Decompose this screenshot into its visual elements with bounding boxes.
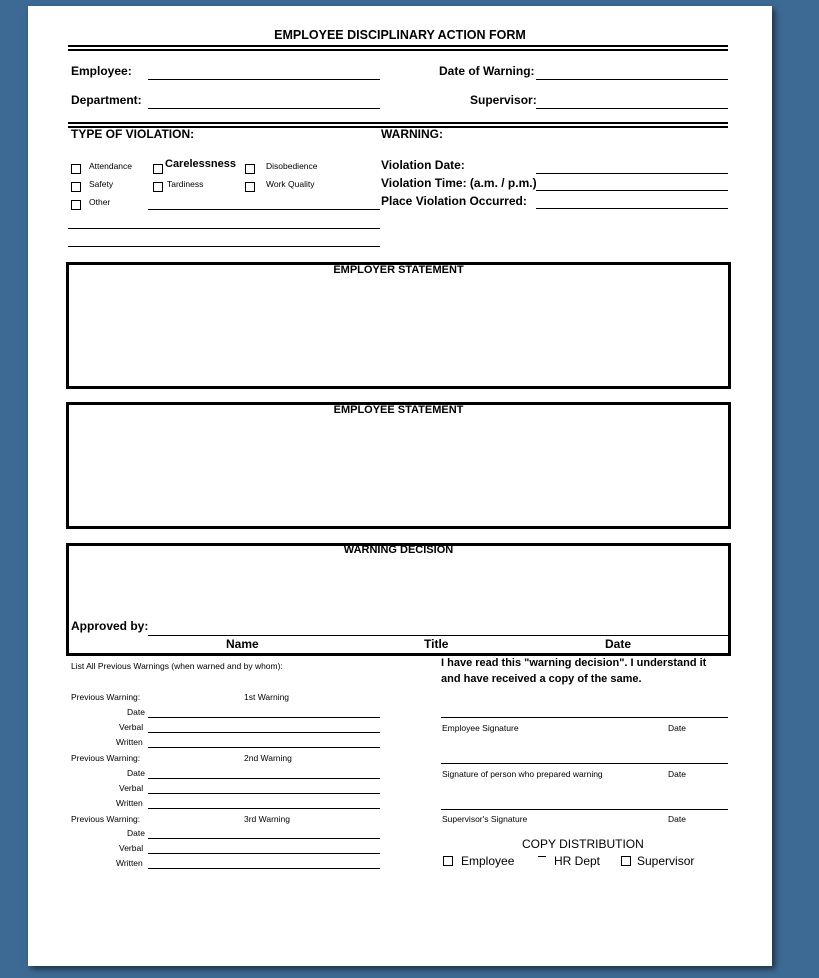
third-warning-label: 3rd Warning — [244, 814, 290, 824]
second-verbal-label: Verbal — [119, 783, 144, 793]
violation-date-label: Violation Date: — [381, 158, 465, 172]
employee-statement-heading: EMPLOYEE STATEMENT — [333, 404, 464, 416]
copy-hr-label: HR Dept — [554, 854, 601, 868]
place-label: Place Violation Occurred: — [381, 194, 527, 208]
approval-date-label: Date — [605, 637, 632, 651]
tardiness-checkbox[interactable] — [153, 182, 163, 192]
safety-checkbox[interactable] — [71, 182, 81, 192]
date-of-warning-label: Date of Warning: — [439, 64, 535, 78]
department-field[interactable] — [148, 108, 380, 109]
supervisor-field[interactable] — [536, 108, 728, 109]
violation-date-field[interactable] — [536, 173, 728, 174]
copy-supervisor-label: Supervisor — [637, 854, 695, 868]
warning-decision-heading: WARNING DECISION — [343, 544, 454, 556]
second-verbal-field[interactable] — [148, 793, 380, 794]
form-page — [28, 6, 772, 966]
warning-decision-box[interactable] — [66, 543, 731, 656]
warning-heading: WARNING: — [381, 127, 443, 141]
employee-signature-line[interactable] — [441, 717, 728, 718]
carelessness-checkbox[interactable] — [153, 164, 163, 174]
approved-by-field[interactable] — [148, 635, 728, 636]
preparer-signature-label: Signature of person who prepared warning — [442, 769, 603, 779]
department-label: Department: — [71, 93, 142, 107]
copy-distribution-heading: COPY DISTRIBUTION — [522, 837, 644, 851]
date-of-warning-field[interactable] — [536, 79, 728, 80]
other-extra-line-1[interactable] — [68, 228, 380, 229]
third-verbal-field[interactable] — [148, 853, 380, 854]
safety-label: Safety — [89, 179, 114, 189]
previous-warning-label-1: Previous Warning: — [71, 692, 141, 702]
carelessness-label: Carelessness — [165, 158, 236, 170]
other-label: Other — [89, 197, 111, 207]
second-warning-label: 2nd Warning — [244, 753, 292, 763]
tardiness-label: Tardiness — [167, 179, 204, 189]
supervisor-signature-date-label: Date — [668, 814, 686, 824]
form-title: EMPLOYEE DISCIPLINARY ACTION FORM — [274, 28, 526, 42]
acknowledgement-line-2: and have received a copy of the same. — [441, 673, 642, 685]
first-written-field[interactable] — [148, 747, 380, 748]
place-field[interactable] — [536, 208, 728, 209]
second-date-field[interactable] — [148, 778, 380, 779]
second-written-field[interactable] — [148, 808, 380, 809]
attendance-checkbox[interactable] — [71, 164, 81, 174]
disobedience-checkbox[interactable] — [245, 164, 255, 174]
first-verbal-field[interactable] — [148, 732, 380, 733]
third-written-label: Written — [116, 858, 143, 868]
employee-signature-label: Employee Signature — [442, 723, 519, 733]
violation-time-label: Violation Time: (a.m. / p.m.) — [381, 176, 537, 190]
other-field[interactable] — [148, 209, 380, 210]
previous-warning-label-2: Previous Warning: — [71, 753, 141, 763]
attendance-label: Attendance — [89, 161, 133, 171]
employer-statement-box[interactable] — [66, 262, 731, 389]
approval-title-label: Title — [424, 637, 449, 651]
third-date-field[interactable] — [148, 838, 380, 839]
employer-statement-heading: EMPLOYER STATEMENT — [333, 264, 464, 276]
first-warning-label: 1st Warning — [244, 692, 290, 702]
approved-by-label: Approved by: — [71, 619, 149, 633]
title-rule-bottom — [68, 49, 728, 51]
employee-field[interactable] — [148, 79, 380, 80]
other-extra-line-2[interactable] — [68, 246, 380, 247]
header-rule-top — [68, 122, 728, 124]
third-verbal-label: Verbal — [119, 843, 144, 853]
copy-hr-checkbox[interactable] — [538, 856, 546, 865]
first-verbal-label: Verbal — [119, 722, 144, 732]
previous-warning-label-3: Previous Warning: — [71, 814, 141, 824]
copy-employee-checkbox[interactable] — [443, 856, 453, 866]
violation-time-field[interactable] — [536, 190, 728, 191]
second-date-label: Date — [127, 768, 145, 778]
copy-employee-label: Employee — [461, 854, 515, 868]
supervisor-signature-line[interactable] — [441, 809, 728, 810]
approval-name-label: Name — [226, 637, 259, 651]
third-date-label: Date — [127, 828, 145, 838]
supervisor-label: Supervisor: — [470, 93, 537, 107]
copy-supervisor-checkbox[interactable] — [621, 856, 631, 866]
employee-statement-box[interactable] — [66, 402, 731, 529]
first-written-label: Written — [116, 737, 143, 747]
previous-warnings-intro: List All Previous Warnings (when warned and by whom): — [71, 661, 283, 671]
acknowledgement-line-1: I have read this "warning decision". I understand it — [441, 657, 707, 669]
employee-label: Employee: — [71, 64, 132, 78]
third-written-field[interactable] — [148, 868, 380, 869]
title-rule-top — [68, 45, 728, 47]
other-checkbox[interactable] — [71, 200, 81, 210]
preparer-signature-date-label: Date — [668, 769, 686, 779]
disobedience-label: Disobedience — [266, 161, 318, 171]
first-date-field[interactable] — [148, 717, 380, 718]
second-written-label: Written — [116, 798, 143, 808]
work-quality-checkbox[interactable] — [245, 182, 255, 192]
supervisor-signature-label: Supervisor's Signature — [442, 814, 528, 824]
first-date-label: Date — [127, 707, 145, 717]
work-quality-label: Work Quality — [266, 179, 315, 189]
violation-heading: TYPE OF VIOLATION: — [71, 127, 195, 141]
preparer-signature-line[interactable] — [441, 763, 728, 764]
employee-signature-date-label: Date — [668, 723, 686, 733]
